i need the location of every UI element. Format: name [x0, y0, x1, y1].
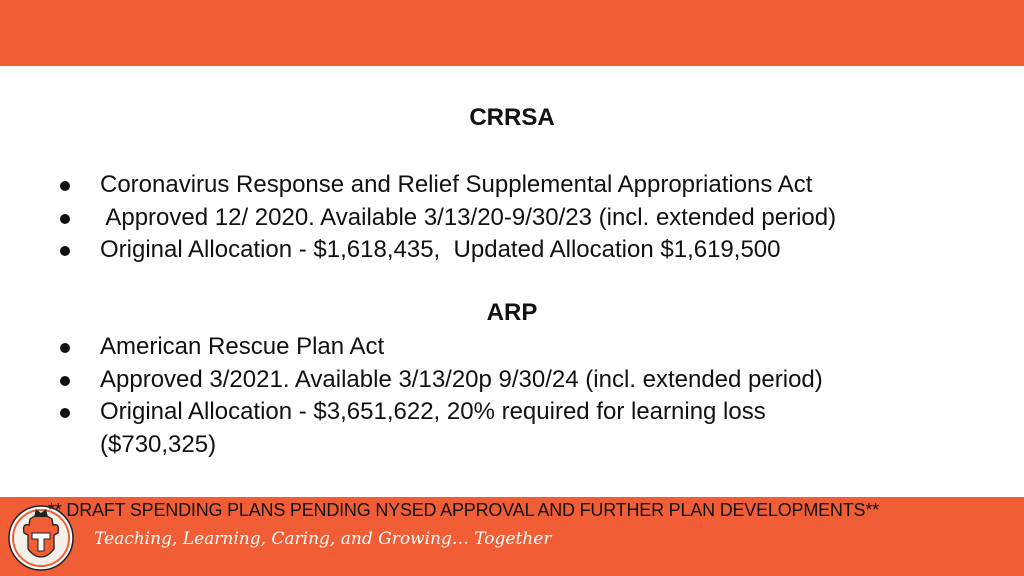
draft-note: ** DRAFT SPENDING PLANS PENDING NYSED APPROVAL AND FURTHER PLAN DEVELOPMENTS** [48, 500, 879, 520]
bullet-icon [60, 376, 70, 386]
arp-title: ARP [486, 299, 538, 326]
list-item: American Rescue Plan Act [60, 331, 880, 364]
list-item: Approved 12/ 2020. Available 3/13/20-9/30/23 (incl. extended period) [60, 202, 990, 235]
bullet-icon [60, 343, 70, 353]
bullet-icon [60, 246, 70, 256]
bullet-icon [60, 408, 70, 418]
list-item: Coronavirus Response and Relief Supplemental Appropriations Act [60, 169, 990, 202]
list-item: Approved 3/2021. Available 3/13/20p 9/30/24 (incl. extended period) [60, 364, 880, 397]
crrsa-list [60, 169, 990, 267]
bullet-icon [60, 214, 70, 224]
tagline: Teaching, Learning, Caring, and Growing… Together [94, 529, 552, 549]
arp-list [60, 331, 880, 461]
top-banner [0, 0, 1024, 66]
list-item: Original Allocation - $1,618,435, Updated Allocation $1,619,500 [60, 234, 990, 267]
crrsa-title: CRRSA [469, 104, 555, 131]
list-item: Original Allocation - $3,651,622, 20% required for learning loss ($730,325) [60, 396, 880, 461]
bullet-icon [60, 181, 70, 191]
